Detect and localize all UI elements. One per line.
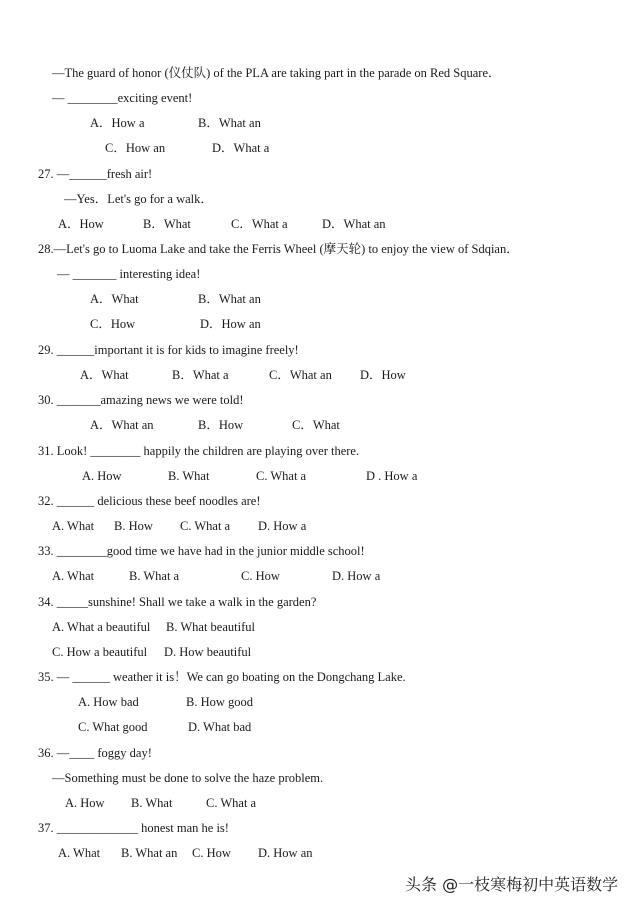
q29-option-a: A．What bbox=[80, 368, 129, 382]
q29-option-b: B．What a bbox=[172, 368, 229, 382]
q32-option-d: D. How a bbox=[258, 519, 307, 533]
q37-option-d: D. How an bbox=[258, 846, 313, 860]
q31-option-b: B. What bbox=[168, 469, 210, 483]
q26-option-b: B．What an bbox=[198, 116, 261, 130]
q31-option-c: C. What a bbox=[256, 469, 307, 483]
q35-option-d: D. What bad bbox=[188, 720, 252, 734]
q26-option-d: D．What a bbox=[212, 141, 270, 155]
q34-option-c: C. How a beautiful bbox=[52, 645, 148, 659]
q29-stem: 29. ______important it is for kids to imagine freely! bbox=[38, 343, 299, 357]
q36-stem: 36. —____ foggy day! bbox=[38, 746, 152, 760]
q33-option-b: B. What a bbox=[129, 569, 180, 583]
q33-option-c: C. How bbox=[241, 569, 280, 583]
q28-option-b: B．What an bbox=[198, 292, 261, 306]
q35-stem: 35. — ______ weather it is！We can go boating on the Dongchang Lake. bbox=[38, 670, 406, 684]
q30-option-a: A．What an bbox=[90, 418, 154, 432]
q27-reply: —Yes．Let's go for a walk． bbox=[64, 192, 213, 206]
q34-option-a: A. What a beautiful bbox=[52, 620, 151, 634]
q37-option-c: C. How bbox=[192, 846, 231, 860]
q33-stem: 33. ________good time we have had in the junior middle school! bbox=[38, 544, 365, 558]
q31-stem: 31. Look! ________ happily the children are playing over there. bbox=[38, 444, 360, 458]
q34-stem: 34. _____sunshine! Shall we take a walk in the garden? bbox=[38, 595, 317, 609]
q27-option-c: C．What a bbox=[231, 217, 288, 231]
q32-stem: 32. ______ delicious these beef noodles are! bbox=[38, 494, 261, 508]
q32-option-b: B. How bbox=[114, 519, 153, 533]
q32-option-a: A. What bbox=[52, 519, 95, 533]
q37-option-b: B. What an bbox=[121, 846, 178, 860]
q28-option-c: C．How bbox=[90, 317, 136, 331]
q35-option-b: B. How good bbox=[186, 695, 254, 709]
q28-stem: 28.—Let's go to Luoma Lake and take the Ferris Wheel (摩天轮) to enjoy the view of Sdqian． bbox=[38, 242, 519, 256]
q36-reply: —Something must be done to solve the haze problem. bbox=[52, 771, 324, 785]
q26-option-a: A．How a bbox=[90, 116, 145, 130]
q34-option-b: B. What beautiful bbox=[166, 620, 255, 634]
q30-option-c: C．What bbox=[292, 418, 340, 432]
q33-option-a: A. What bbox=[52, 569, 95, 583]
q36-option-a: A. How bbox=[65, 796, 105, 810]
q26-dialog-line-1: —The guard of honor (仪仗队) of the PLA are taking part in the parade on Red Square． bbox=[52, 66, 501, 80]
q27-stem: 27. —______fresh air! bbox=[38, 167, 153, 181]
q34-option-d: D. How beautiful bbox=[164, 645, 252, 659]
q33-option-d: D. How a bbox=[332, 569, 381, 583]
q28-option-d: D．How an bbox=[200, 317, 261, 331]
q32-option-c: C. What a bbox=[180, 519, 231, 533]
q35-option-a: A. How bad bbox=[78, 695, 139, 709]
watermark: 头条 @一枝寒梅初中英语数学 bbox=[405, 875, 619, 894]
q36-option-b: B. What bbox=[131, 796, 173, 810]
q35-option-c: C. What good bbox=[78, 720, 148, 734]
q26-dialog-line-2: — ________exciting event! bbox=[52, 91, 193, 105]
q27-option-b: B．What bbox=[143, 217, 191, 231]
q28-reply: — _______ interesting idea! bbox=[57, 267, 201, 281]
q37-stem: 37. _____________ honest man he is! bbox=[38, 821, 229, 835]
q30-option-b: B．How bbox=[198, 418, 244, 432]
q27-option-a: A．How bbox=[58, 217, 104, 231]
q27-option-d: D．What an bbox=[322, 217, 386, 231]
q29-option-d: D．How bbox=[360, 368, 406, 382]
q31-option-d: D . How a bbox=[366, 469, 418, 483]
q31-option-a: A. How bbox=[82, 469, 122, 483]
q30-stem: 30. _______amazing news we were told! bbox=[38, 393, 244, 407]
q36-option-c: C. What a bbox=[206, 796, 257, 810]
q37-option-a: A. What bbox=[58, 846, 101, 860]
q26-option-c: C．How an bbox=[105, 141, 166, 155]
q29-option-c: C．What an bbox=[269, 368, 332, 382]
q28-option-a: A．What bbox=[90, 292, 139, 306]
